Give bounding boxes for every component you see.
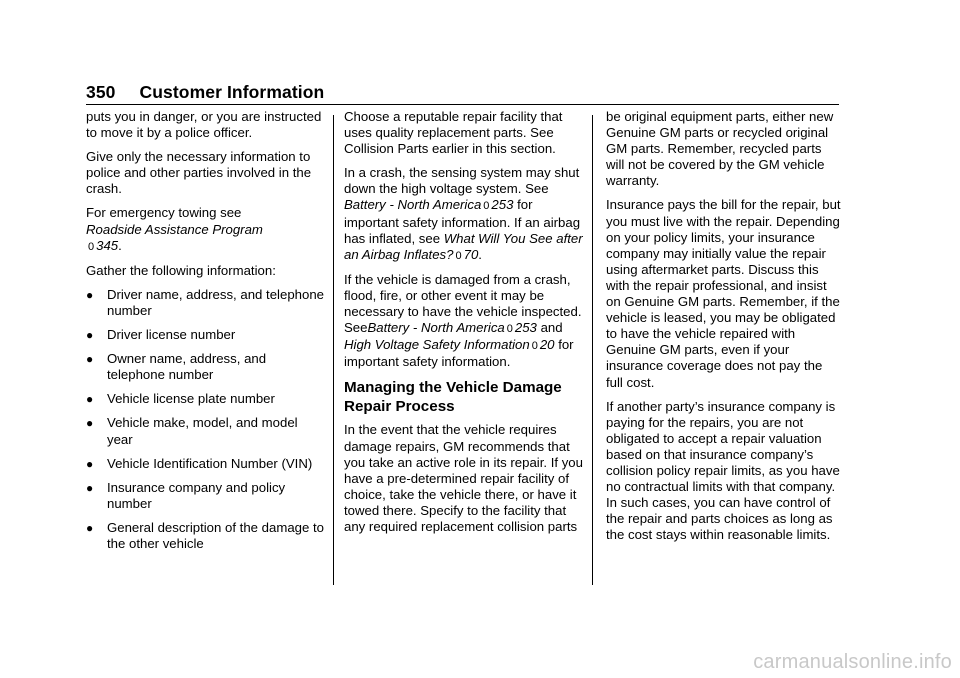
paragraph: be original equipment parts, either new Genuine GM parts or recycled original GM parts. Remember, recycled parts will not be covered by the GM vehicle warranty. <box>606 109 834 189</box>
list-item: ● Vehicle Identification Number (VIN) <box>86 455 313 471</box>
section-title: Customer Information <box>139 82 325 102</box>
section-heading: Managing the Vehicle Damage Repair Process <box>344 379 562 416</box>
paragraph: Choose a reputable repair facility that uses quality replacement parts. See Collision Parts earlier in this section. <box>344 109 563 157</box>
list-item: ● Driver license number <box>86 327 236 343</box>
paragraph: Insurance pays the bill for the repair, but you must live with the repair. Depending on your policy limits, your insurance company may initially value the repair using aftermarket parts. Discuss this with the repair professional, and insist on Genuine GM parts. Remember, if the vehicle is leased, you may be obligated to have the vehicle repaired with Genuine GM parts, even if your insurance coverage does not pay the full cost. <box>606 197 841 390</box>
paragraph: In the event that the vehicle requires damage repairs, GM recommends that you take an active role in its repair. If you have a pre-determined repair facility of choice, take the vehicle there, or have it towed there. Specify to the facility that any required replacement collision parts <box>344 422 583 534</box>
cross-reference-link[interactable]: Roadside Assistance Program <box>86 221 263 237</box>
paragraph: For emergency towing see Roadside Assistance Program 0 345. <box>86 205 263 253</box>
bullet-icon: ● <box>86 520 94 535</box>
paragraph: Gather the following information: <box>86 262 276 278</box>
bullet-icon: ● <box>86 328 94 343</box>
info-list <box>86 287 326 552</box>
page-reference[interactable]: 345 <box>96 237 119 253</box>
page-reference[interactable]: 20 <box>539 337 555 353</box>
column-1 <box>86 109 326 560</box>
list-item: ● Insurance company and policy number <box>86 479 286 511</box>
list-item: ● Vehicle make, model, and model year <box>86 415 298 447</box>
page-number: 350 <box>86 82 116 102</box>
bullet-icon: ● <box>86 287 94 302</box>
bullet-icon: ● <box>86 352 94 367</box>
column-divider-1 <box>333 115 334 585</box>
page-ref-icon: 0 <box>531 340 538 353</box>
header-rule <box>86 104 839 105</box>
list-item: ● Vehicle license plate number <box>86 391 275 407</box>
paragraph: puts you in danger, or you are instructed to move it by a police officer. <box>86 109 322 141</box>
page-header <box>86 82 324 103</box>
paragraph: If another party’s insurance company is paying for the repairs, you are not obligated to accept a repair valuation based on that insurance company’s collision policy repair limits, as you have no contractual limits with that company. In such cases, you can have control of the repair and parts choices as long as the cost stays within reasonable limits. <box>606 398 840 543</box>
column-2 <box>344 109 584 543</box>
list-item: ● Driver name, address, and telephone number <box>86 286 324 318</box>
cross-reference-link[interactable]: High Voltage Safety Information <box>344 337 530 353</box>
page-reference[interactable]: 70 <box>463 246 479 262</box>
page-reference[interactable]: 253 <box>514 320 537 336</box>
paragraph: In a crash, the sensing system may shut down the high voltage system. See Battery - North America 0 253 for important safety information. If an airbag has inflated, see What Will You See after an Airbag Inflates? 0 70. <box>344 165 583 262</box>
bullet-icon: ● <box>86 416 94 431</box>
bullet-icon: ● <box>86 480 94 495</box>
column-divider-2 <box>592 115 593 585</box>
column-3 <box>606 109 842 551</box>
page-ref-icon: 0 <box>455 249 462 262</box>
bullet-icon: ● <box>86 392 94 407</box>
page-reference[interactable]: 253 <box>491 197 514 213</box>
cross-reference-link[interactable]: What Will You See after an Airbag Inflates? <box>344 230 583 262</box>
cross-reference-link[interactable]: Battery - North America <box>367 320 505 336</box>
paragraph: If the vehicle is damaged from a crash, flood, fire, or other event it may be necessary to have the vehicle inspected. SeeBattery - North America 0 253 and High Voltage Safety Information 0 20 for important safety information. <box>344 271 582 370</box>
paragraph: Give only the necessary information to police and other parties involved in the crash. <box>86 149 312 197</box>
list-item: ● Owner name, address, and telephone number <box>86 351 267 383</box>
watermark: carmanualsonline.info <box>753 651 952 673</box>
bullet-icon: ● <box>86 456 94 471</box>
cross-reference-link[interactable]: Battery - North America <box>344 197 482 213</box>
page-ref-icon: 0 <box>506 323 513 336</box>
list-item: ● General description of the damage to the other vehicle <box>86 519 324 551</box>
page-ref-icon: 0 <box>88 240 95 253</box>
page-ref-icon: 0 <box>483 200 490 213</box>
